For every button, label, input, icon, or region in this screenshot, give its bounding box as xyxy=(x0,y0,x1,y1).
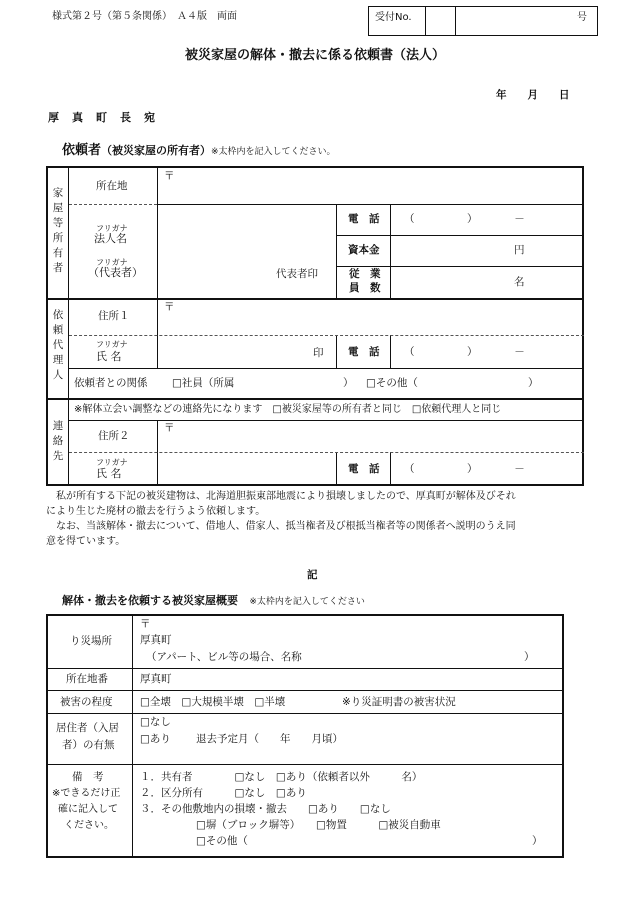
contact-name-label: 氏 名 xyxy=(96,467,122,480)
contact-address-field[interactable] xyxy=(160,434,580,450)
rep-seal-label: 代表者印 xyxy=(276,268,318,280)
owner-postal-mark: 〒 xyxy=(164,170,175,182)
remark-other-close: ） xyxy=(532,835,543,847)
disaster-building-note: （アパート、ビル等の場合、名称 xyxy=(146,651,302,663)
remarks-label-3: 確に記入して xyxy=(58,804,118,815)
lot-label: 所在地番 xyxy=(66,673,108,685)
group-agent-label: 依頼代理人 xyxy=(52,309,64,381)
owner-furigana-2: フリガナ xyxy=(96,258,128,267)
ki-heading: 記 xyxy=(307,569,318,581)
relation-close-1: ） xyxy=(343,377,354,389)
capital-label: 資本金 xyxy=(348,244,380,256)
group-contact-label: 連絡先 xyxy=(52,420,64,462)
employees-field[interactable] xyxy=(394,268,504,296)
section2-heading xyxy=(62,594,365,609)
section1-subtitle: （被災家屋の所有者） xyxy=(101,144,212,157)
owner-address-label: 所在地 xyxy=(96,180,128,192)
date-line: 年 月 日 xyxy=(496,89,570,101)
section2-note: ※太枠内を記入してください xyxy=(249,597,365,607)
owner-furigana-1: フリガナ xyxy=(96,224,128,233)
representative-label: （代表者） xyxy=(88,266,143,279)
remarks-label-4: ください。 xyxy=(64,820,114,831)
addressee: 厚 真 町 長 宛 xyxy=(48,111,156,124)
agent-phone-label: 電 話 xyxy=(348,346,380,358)
employees-label-1: 従 業 xyxy=(349,268,381,280)
lot-field[interactable]: 厚真町 xyxy=(140,673,172,685)
remark-other-option[interactable]: □その他（ xyxy=(196,835,248,847)
owner-phone-field[interactable]: （ ） － xyxy=(404,213,525,225)
contact-phone-field[interactable]: （ ） － xyxy=(404,463,525,475)
disaster-place-label: り災場所 xyxy=(70,635,112,647)
agent-name-field[interactable] xyxy=(160,340,310,364)
section2-title: 解体・撤去を依頼する被災家屋概要 xyxy=(62,594,238,607)
owner-address-field[interactable] xyxy=(160,184,580,200)
relation-close-2: ） xyxy=(528,377,539,389)
remarks-label-1: 備 考 xyxy=(72,771,104,783)
agent-address-label: 住所１ xyxy=(98,310,130,322)
body-line-3: なお、当該解体・撤去について、借地人、借家人、抵当権者及び根抵当権者等の関係者へ説明のうえ同 xyxy=(46,521,516,532)
relation-employee-option[interactable]: □社員（所属 xyxy=(172,377,235,389)
relation-other-option[interactable]: □その他（ xyxy=(366,377,418,389)
section1-title: 依頼者 xyxy=(62,143,102,158)
agent-postal-mark: 〒 xyxy=(164,301,175,313)
form-number: 様式第２号（第５条関係） Ａ４版 両面 xyxy=(52,11,237,22)
disaster-postal-mark: 〒 xyxy=(140,618,151,630)
remark-division[interactable]: ２．区分所有 □なし □あり xyxy=(140,787,307,799)
resident-none-option[interactable]: □なし xyxy=(140,716,171,728)
employees-unit: 名 xyxy=(514,276,525,288)
agent-phone-field[interactable]: （ ） － xyxy=(404,346,525,358)
remark-co-owner[interactable]: １．共有者 □なし □あり（依頼者以外 名） xyxy=(140,771,423,783)
remarks-label-2: ※できるだけ正 xyxy=(52,788,121,799)
resident-label-2: 者）の有無 xyxy=(62,739,115,751)
agent-address-field[interactable] xyxy=(160,314,580,332)
contact-postal-mark: 〒 xyxy=(164,422,175,434)
body-line-2: により生じた廃材の撤去を行うよう依頼します。 xyxy=(46,506,266,517)
relation-label: 依頼者との関係 xyxy=(74,377,148,389)
capital-unit: 円 xyxy=(514,244,525,256)
group-owner-label: 家屋等所有者 xyxy=(52,187,64,274)
damage-note: ※り災証明書の被害状況 xyxy=(342,696,456,708)
resident-label-1: 居住者（入居 xyxy=(56,722,119,734)
corp-name-label: 法人名 xyxy=(94,232,127,245)
page-title: 被災家屋の解体・撤去に係る依頼書（法人） xyxy=(184,48,445,63)
damage-options[interactable]: □全壊 □大規模半壊 □半壊 xyxy=(140,696,286,708)
section1-heading xyxy=(62,144,336,159)
capital-field[interactable] xyxy=(394,238,504,264)
agent-name-label: 氏 名 xyxy=(96,350,122,363)
disaster-town: 厚真町 xyxy=(140,634,172,646)
agent-seal: 印 xyxy=(313,347,324,359)
contact-name-field[interactable] xyxy=(160,456,330,482)
agent-furigana: フリガナ xyxy=(96,340,128,349)
contact-phone-label: 電 話 xyxy=(348,463,380,475)
resident-yes-option[interactable]: □あり xyxy=(140,733,171,745)
remark-structure-types[interactable]: □塀（ブロック塀等） □物置 □被災自動車 xyxy=(196,819,441,831)
remark-other-structures[interactable]: ３．その他敷地内の損壊・撤去 □あり □なし xyxy=(140,803,391,815)
body-line-4: 意を得ています。 xyxy=(46,536,126,547)
disaster-close: ） xyxy=(524,651,535,663)
owner-phone-label: 電 話 xyxy=(348,213,380,225)
contact-note[interactable]: ※解体立会い調整などの連絡先になります □被災家屋等の所有者と同じ □依頼代理人と同じ xyxy=(74,404,502,415)
receipt-label: 受付No. xyxy=(375,12,412,23)
section1-note: ※太枠内を記入してください。 xyxy=(211,147,336,157)
damage-label: 被害の程度 xyxy=(60,696,113,708)
resident-move-out[interactable]: 退去予定月（ 年 月頃） xyxy=(196,733,343,745)
disaster-place-field[interactable] xyxy=(140,618,560,666)
contact-address-label: 住所２ xyxy=(98,430,130,442)
employees-label-2: 員 数 xyxy=(349,282,381,294)
body-line-1: 私が所有する下記の被災建物は、北海道胆振東部地震により損壊しましたので、厚真町が解体及びそれ xyxy=(46,491,516,502)
receipt-suffix: 号 xyxy=(577,12,587,23)
receipt-box xyxy=(368,6,598,36)
contact-furigana: フリガナ xyxy=(96,458,128,467)
